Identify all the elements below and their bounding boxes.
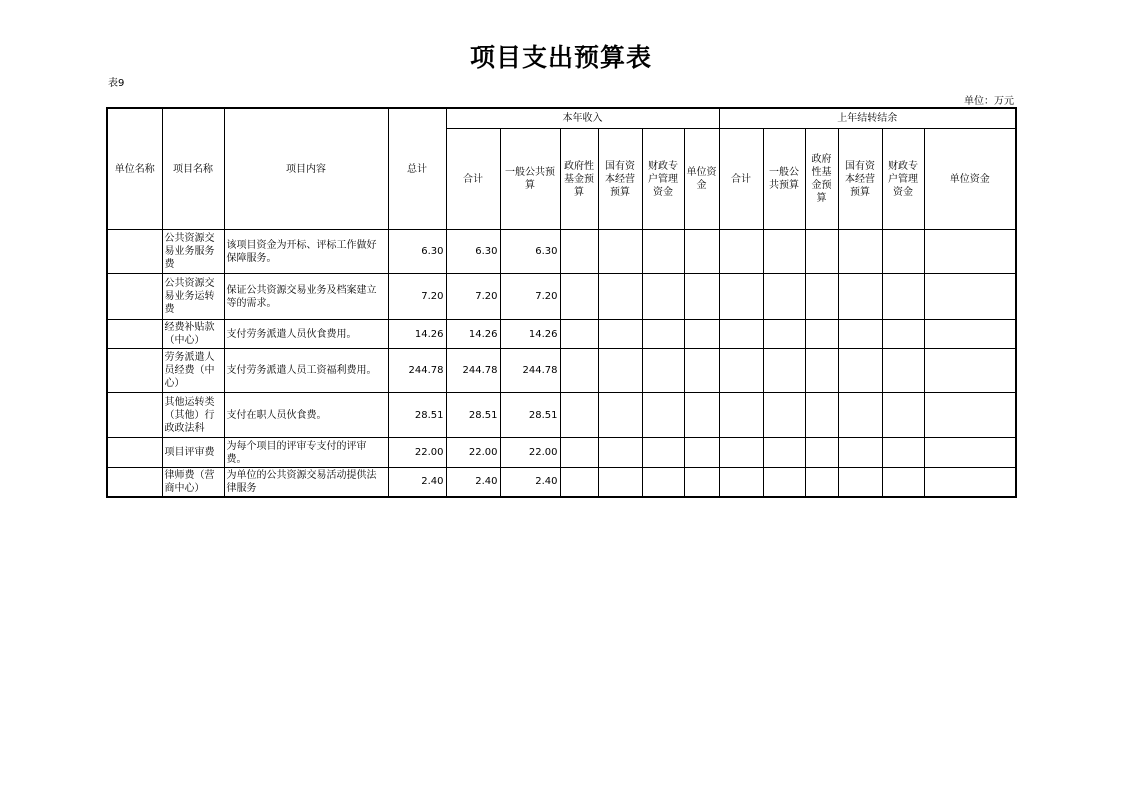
cell-prior-general-budget xyxy=(763,230,805,274)
cell-current-unit-funds xyxy=(684,438,719,468)
cell-prior-subtotal xyxy=(719,230,763,274)
cell-prior-state-capital xyxy=(838,274,882,320)
unit-label: 单位：万元 xyxy=(964,96,1014,107)
header-prior-year-carryover: 上年结转结余 xyxy=(719,108,1016,129)
cell-current-gov-fund xyxy=(560,393,598,438)
cell-current-subtotal: 14.26 xyxy=(446,320,500,349)
cell-current-gov-fund xyxy=(560,230,598,274)
cell-unit-name xyxy=(107,274,162,320)
cell-current-unit-funds xyxy=(684,468,719,497)
cell-prior-subtotal xyxy=(719,438,763,468)
cell-project-content: 为每个项目的评审专支付的评审费。 xyxy=(224,438,388,468)
cell-unit-name xyxy=(107,468,162,497)
table-row xyxy=(107,438,1016,468)
cell-current-subtotal: 28.51 xyxy=(446,393,500,438)
cell-current-state-capital xyxy=(598,393,642,438)
cell-prior-gov-fund xyxy=(805,230,838,274)
cell-prior-fiscal-special xyxy=(882,230,924,274)
cell-prior-subtotal xyxy=(719,468,763,497)
table-header xyxy=(107,108,1016,230)
cell-current-general-budget: 28.51 xyxy=(500,393,560,438)
cell-prior-unit-funds xyxy=(924,393,1016,438)
cell-prior-state-capital xyxy=(838,349,882,393)
cell-current-gov-fund xyxy=(560,320,598,349)
header-prior-subtotal: 合计 xyxy=(719,129,763,230)
header-unit-name: 单位名称 xyxy=(107,108,162,230)
cell-prior-subtotal xyxy=(719,320,763,349)
cell-prior-fiscal-special xyxy=(882,468,924,497)
cell-current-unit-funds xyxy=(684,393,719,438)
table-row xyxy=(107,320,1016,349)
cell-prior-gov-fund xyxy=(805,393,838,438)
cell-prior-gov-fund xyxy=(805,349,838,393)
cell-current-general-budget: 2.40 xyxy=(500,468,560,497)
cell-project-content: 为单位的公共资源交易活动提供法律服务 xyxy=(224,468,388,497)
cell-total: 6.30 xyxy=(388,230,446,274)
cell-total: 14.26 xyxy=(388,320,446,349)
header-current-gov-fund: 政府性基金预算 xyxy=(560,129,598,230)
cell-current-unit-funds xyxy=(684,349,719,393)
cell-current-state-capital xyxy=(598,468,642,497)
cell-current-general-budget: 14.26 xyxy=(500,320,560,349)
cell-project-name: 公共资源交易业务服务费 xyxy=(162,230,224,274)
header-current-fiscal-special: 财政专户管理资金 xyxy=(642,129,684,230)
cell-project-content: 保证公共资源交易业务及档案建立等的需求。 xyxy=(224,274,388,320)
cell-current-gov-fund xyxy=(560,274,598,320)
cell-total: 7.20 xyxy=(388,274,446,320)
table-row xyxy=(107,393,1016,438)
table-row xyxy=(107,230,1016,274)
cell-project-content: 支付在职人员伙食费。 xyxy=(224,393,388,438)
header-total: 总计 xyxy=(388,108,446,230)
header-current-subtotal: 合计 xyxy=(446,129,500,230)
header-prior-unit-funds: 单位资金 xyxy=(924,129,1016,230)
cell-prior-unit-funds xyxy=(924,274,1016,320)
cell-unit-name xyxy=(107,230,162,274)
cell-prior-state-capital xyxy=(838,393,882,438)
cell-total: 28.51 xyxy=(388,393,446,438)
cell-current-gov-fund xyxy=(560,349,598,393)
cell-project-name: 劳务派遣人员经费（中心） xyxy=(162,349,224,393)
cell-prior-gov-fund xyxy=(805,438,838,468)
cell-prior-state-capital xyxy=(838,468,882,497)
cell-current-gov-fund xyxy=(560,438,598,468)
cell-current-general-budget: 6.30 xyxy=(500,230,560,274)
cell-prior-general-budget xyxy=(763,320,805,349)
cell-unit-name xyxy=(107,438,162,468)
cell-current-general-budget: 22.00 xyxy=(500,438,560,468)
cell-unit-name xyxy=(107,320,162,349)
cell-prior-subtotal xyxy=(719,349,763,393)
cell-prior-general-budget xyxy=(763,468,805,497)
cell-current-state-capital xyxy=(598,320,642,349)
header-prior-state-capital: 国有资本经营预算 xyxy=(838,129,882,230)
cell-prior-general-budget xyxy=(763,349,805,393)
cell-current-subtotal: 244.78 xyxy=(446,349,500,393)
cell-prior-gov-fund xyxy=(805,320,838,349)
cell-current-fiscal-special xyxy=(642,438,684,468)
cell-prior-general-budget xyxy=(763,274,805,320)
table-number: 表9 xyxy=(108,78,125,89)
cell-current-fiscal-special xyxy=(642,349,684,393)
cell-prior-general-budget xyxy=(763,393,805,438)
cell-prior-gov-fund xyxy=(805,468,838,497)
cell-total: 2.40 xyxy=(388,468,446,497)
cell-prior-fiscal-special xyxy=(882,393,924,438)
cell-current-fiscal-special xyxy=(642,468,684,497)
cell-prior-gov-fund xyxy=(805,274,838,320)
header-current-year-income: 本年收入 xyxy=(446,108,719,129)
cell-current-subtotal: 6.30 xyxy=(446,230,500,274)
header-project-name: 项目名称 xyxy=(162,108,224,230)
cell-current-general-budget: 244.78 xyxy=(500,349,560,393)
cell-prior-subtotal xyxy=(719,274,763,320)
cell-prior-unit-funds xyxy=(924,349,1016,393)
cell-project-name: 公共资源交易业务运转费 xyxy=(162,274,224,320)
cell-project-name: 经费补贴款（中心） xyxy=(162,320,224,349)
budget-table xyxy=(106,107,1017,498)
cell-prior-state-capital xyxy=(838,438,882,468)
table-body xyxy=(107,230,1016,497)
cell-current-fiscal-special xyxy=(642,393,684,438)
cell-prior-unit-funds xyxy=(924,468,1016,497)
cell-prior-subtotal xyxy=(719,393,763,438)
table-row xyxy=(107,274,1016,320)
header-prior-fiscal-special: 财政专户管理资金 xyxy=(882,129,924,230)
cell-project-content: 该项目资金为开标、评标工作做好保障服务。 xyxy=(224,230,388,274)
cell-prior-state-capital xyxy=(838,320,882,349)
header-prior-general-budget: 一般公共预算 xyxy=(763,129,805,230)
cell-unit-name xyxy=(107,393,162,438)
cell-current-unit-funds xyxy=(684,274,719,320)
header-current-general-budget: 一般公共预算 xyxy=(500,129,560,230)
cell-project-name: 其他运转类（其他）行政政法科 xyxy=(162,393,224,438)
cell-current-fiscal-special xyxy=(642,320,684,349)
cell-current-subtotal: 2.40 xyxy=(446,468,500,497)
cell-prior-fiscal-special xyxy=(882,438,924,468)
cell-prior-unit-funds xyxy=(924,320,1016,349)
cell-prior-fiscal-special xyxy=(882,320,924,349)
cell-project-content: 支付劳务派遣人员工资福利费用。 xyxy=(224,349,388,393)
cell-current-gov-fund xyxy=(560,468,598,497)
cell-current-state-capital xyxy=(598,274,642,320)
cell-current-unit-funds xyxy=(684,230,719,274)
header-current-unit-funds: 单位资金 xyxy=(684,129,719,230)
cell-prior-state-capital xyxy=(838,230,882,274)
cell-project-name: 律师费（营商中心） xyxy=(162,468,224,497)
cell-project-content: 支付劳务派遣人员伙食费用。 xyxy=(224,320,388,349)
cell-project-name: 项目评审费 xyxy=(162,438,224,468)
header-prior-gov-fund: 政府性基金预算 xyxy=(805,129,838,230)
cell-prior-unit-funds xyxy=(924,230,1016,274)
page-title: 项目支出预算表 xyxy=(469,43,652,72)
cell-prior-fiscal-special xyxy=(882,349,924,393)
cell-prior-fiscal-special xyxy=(882,274,924,320)
cell-total: 244.78 xyxy=(388,349,446,393)
cell-current-state-capital xyxy=(598,438,642,468)
header-current-state-capital: 国有资本经营预算 xyxy=(598,129,642,230)
table-row xyxy=(107,349,1016,393)
cell-current-general-budget: 7.20 xyxy=(500,274,560,320)
cell-total: 22.00 xyxy=(388,438,446,468)
cell-current-unit-funds xyxy=(684,320,719,349)
header-project-content: 项目内容 xyxy=(224,108,388,230)
table-row xyxy=(107,468,1016,497)
cell-current-fiscal-special xyxy=(642,274,684,320)
cell-prior-general-budget xyxy=(763,438,805,468)
cell-current-state-capital xyxy=(598,230,642,274)
cell-prior-unit-funds xyxy=(924,438,1016,468)
cell-unit-name xyxy=(107,349,162,393)
cell-current-fiscal-special xyxy=(642,230,684,274)
cell-current-subtotal: 7.20 xyxy=(446,274,500,320)
cell-current-state-capital xyxy=(598,349,642,393)
cell-current-subtotal: 22.00 xyxy=(446,438,500,468)
